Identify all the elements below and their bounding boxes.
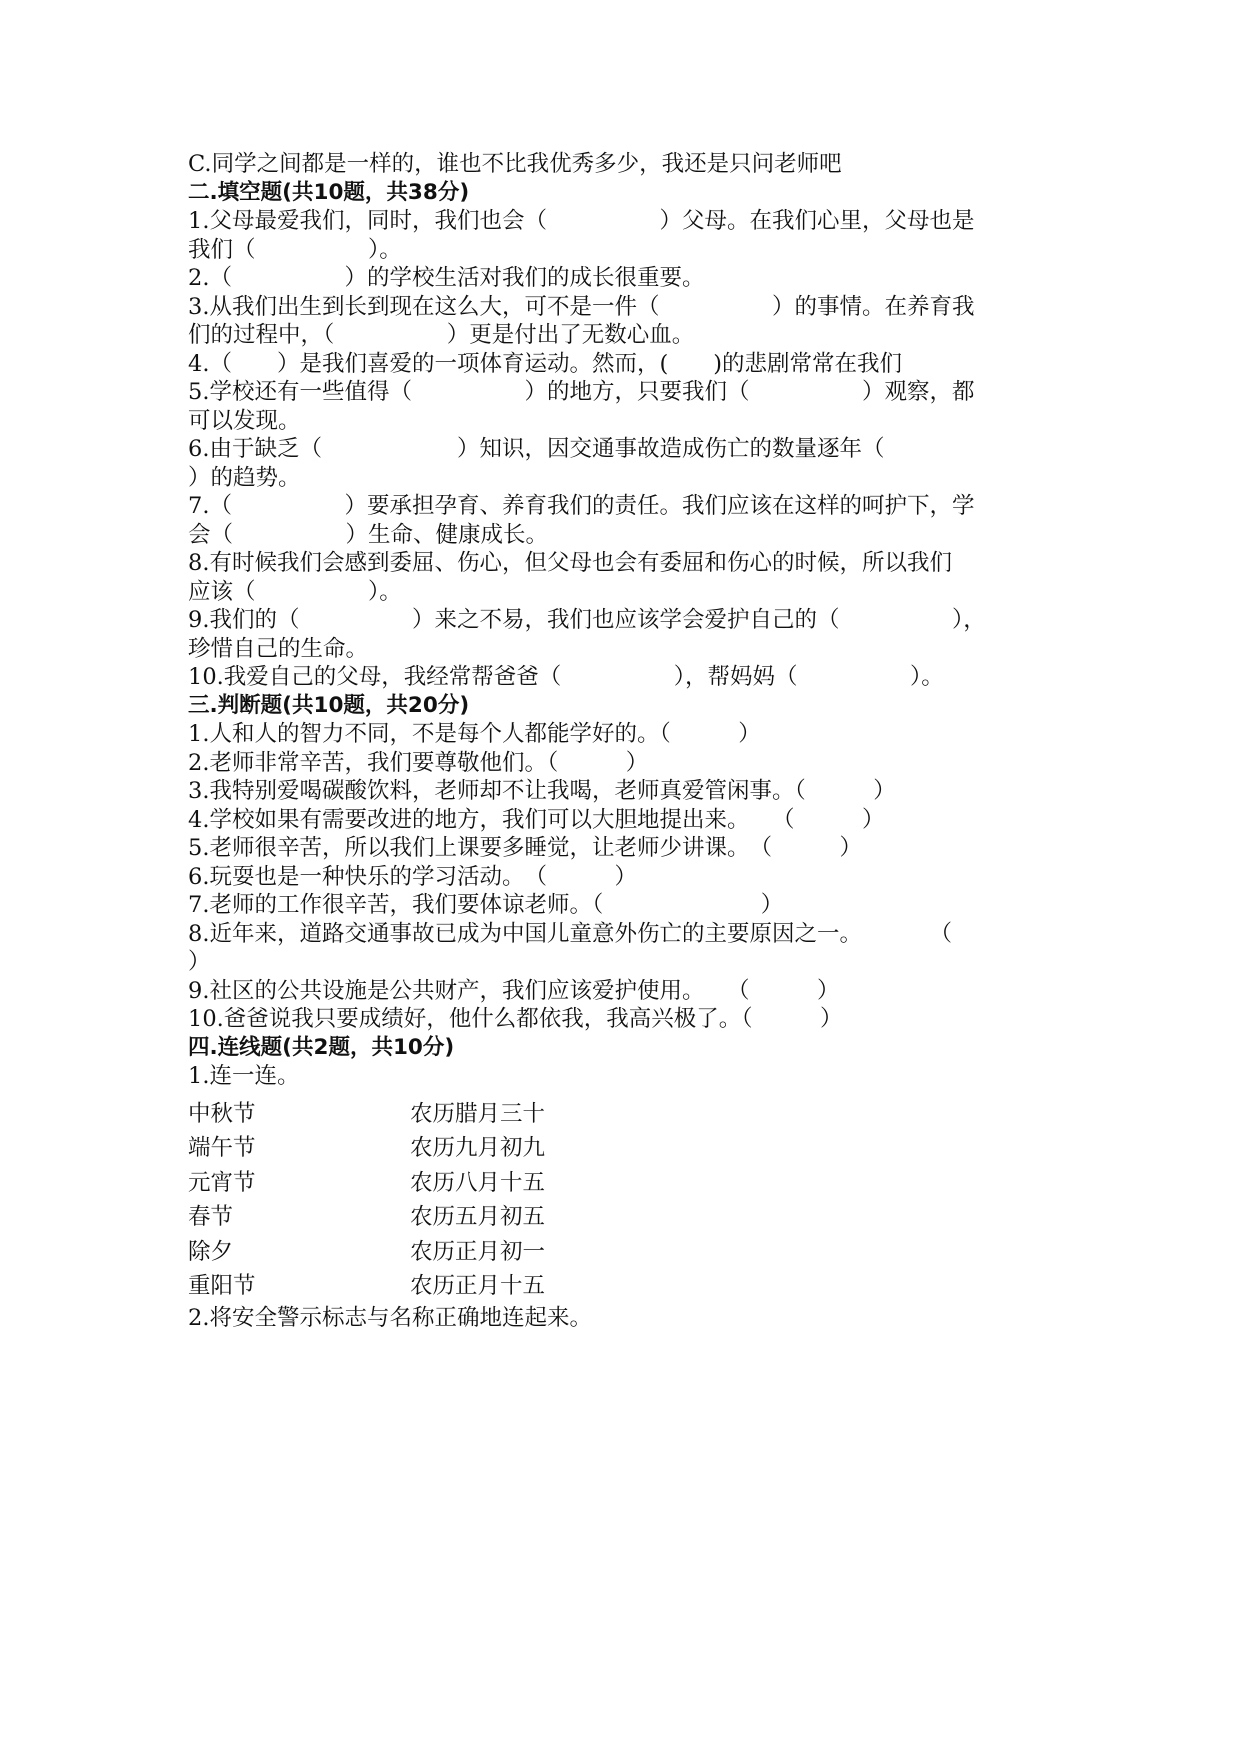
lunar-date: 农历九月初九	[410, 1135, 546, 1161]
matching-row	[188, 1235, 1058, 1270]
fill-in-questions	[188, 207, 1058, 692]
true-false-line: 4.学校如果有需要改进的地方，我们可以大胆地提出来。 （ ）	[188, 806, 885, 833]
fill-in-line: 8.有时候我们会感到委屈、伤心，但父母也会有委屈和伤心的时候，所以我们	[188, 550, 952, 576]
true-false-line: 2.老师非常辛苦，我们要尊敬他们。（ ）	[188, 749, 649, 776]
fill-in-line: 2.（ ）的学校生活对我们的成长很重要。	[188, 265, 705, 291]
section-title-true-false: 三.判断题(共10题，共20分)	[188, 692, 470, 718]
matching-question-1: 1.连一连。	[188, 1063, 300, 1089]
previous-choice-option: C.同学之间都是一样的，谁也不比我优秀多少，我还是只问老师吧	[188, 151, 842, 177]
matching-row	[188, 1097, 1058, 1132]
fill-in-line: 珍惜自己的生命。	[188, 635, 369, 662]
fill-in-line: 3.从我们出生到长到现在这么大，可不是一件（ ）的事情。在养育我	[188, 293, 975, 320]
festival-name: 除夕	[188, 1238, 234, 1265]
lunar-date: 农历正月十五	[410, 1273, 546, 1299]
fill-in-line: 6.由于缺乏（ ）知识，因交通事故造成伤亡的数量逐年（	[188, 436, 885, 462]
true-false-line: 5.老师很辛苦，所以我们上课要多睡觉，让老师少讲课。 （ ）	[188, 835, 862, 861]
festival-name: 端午节	[188, 1135, 256, 1161]
matching-pairs	[188, 1097, 1058, 1304]
matching-question-2: 2.将安全警示标志与名称正确地连起来。	[188, 1304, 592, 1331]
fill-in-line: 可以发现。	[188, 407, 301, 434]
section-title-fill-in: 二.填空题(共10题，共38分)	[188, 179, 470, 205]
fill-in-line: 9.我们的（ ）来之不易，我们也应该学会爱护自己的（ ），	[188, 607, 986, 633]
fill-in-line: 们的过程中，（ ）更是付出了无数心血。	[188, 322, 695, 348]
fill-in-line: 5.学校还有一些值得（ ）的地方，只要我们（ ）观察，都	[188, 379, 975, 405]
true-false-line: ）	[188, 949, 211, 975]
fill-in-line: ）的趋势。	[188, 464, 301, 491]
matching-row	[188, 1166, 1058, 1201]
fill-in-line: 7.（ ）要承担孕育、养育我们的责任。我们应该在这样的呵护下，学	[188, 493, 975, 519]
true-false-questions	[188, 720, 1058, 1034]
exam-page	[188, 150, 1058, 1332]
matching-row	[188, 1200, 1058, 1235]
true-false-line: 9.社区的公共设施是公共财产，我们应该爱护使用。 （ ）	[188, 977, 840, 1004]
fill-in-line: 10.我爱自己的父母，我经常帮爸爸（ ），帮妈妈（ ）。	[188, 664, 944, 690]
fill-in-line: 4.（ ）是我们喜爱的一项体育运动。然而，( )的悲剧常常在我们	[188, 350, 903, 377]
festival-name: 春节	[188, 1204, 234, 1230]
lunar-date: 农历八月十五	[410, 1169, 546, 1196]
festival-name: 重阳节	[188, 1273, 256, 1299]
festival-name: 中秋节	[188, 1100, 256, 1127]
festival-name: 元宵节	[188, 1169, 256, 1196]
fill-in-line: 应该（ ）。	[188, 578, 402, 605]
matching-row	[188, 1131, 1058, 1166]
true-false-line: 3.我特别爱喝碳酸饮料，老师却不让我喝，老师真爱管闲事。（ ）	[188, 778, 896, 804]
fill-in-line: 会（ ）生命、健康成长。	[188, 521, 549, 548]
true-false-line: 8.近年来，道路交通事故已成为中国儿童意外伤亡的主要原因之一。 （	[188, 920, 952, 947]
true-false-line: 6.玩耍也是一种快乐的学习活动。 （ ）	[188, 863, 637, 890]
true-false-line: 10.爸爸说我只要成绩好，他什么都依我，我高兴极了。（ ）	[188, 1006, 843, 1032]
true-false-line: 7.老师的工作很辛苦，我们要体谅老师。（ ）	[188, 892, 784, 918]
fill-in-line: 我们（ ）。	[188, 236, 402, 263]
true-false-line: 1.人和人的智力不同，不是每个人都能学好的。（ ）	[188, 721, 761, 747]
lunar-date: 农历腊月三十	[410, 1100, 546, 1127]
lunar-date: 农历五月初五	[410, 1204, 546, 1230]
section-title-matching: 四.连线题(共2题，共10分)	[188, 1034, 455, 1060]
matching-row	[188, 1269, 1058, 1304]
lunar-date: 农历正月初一	[410, 1238, 546, 1265]
fill-in-line: 1.父母最爱我们，同时，我们也会（ ）父母。在我们心里，父母也是	[188, 208, 975, 234]
